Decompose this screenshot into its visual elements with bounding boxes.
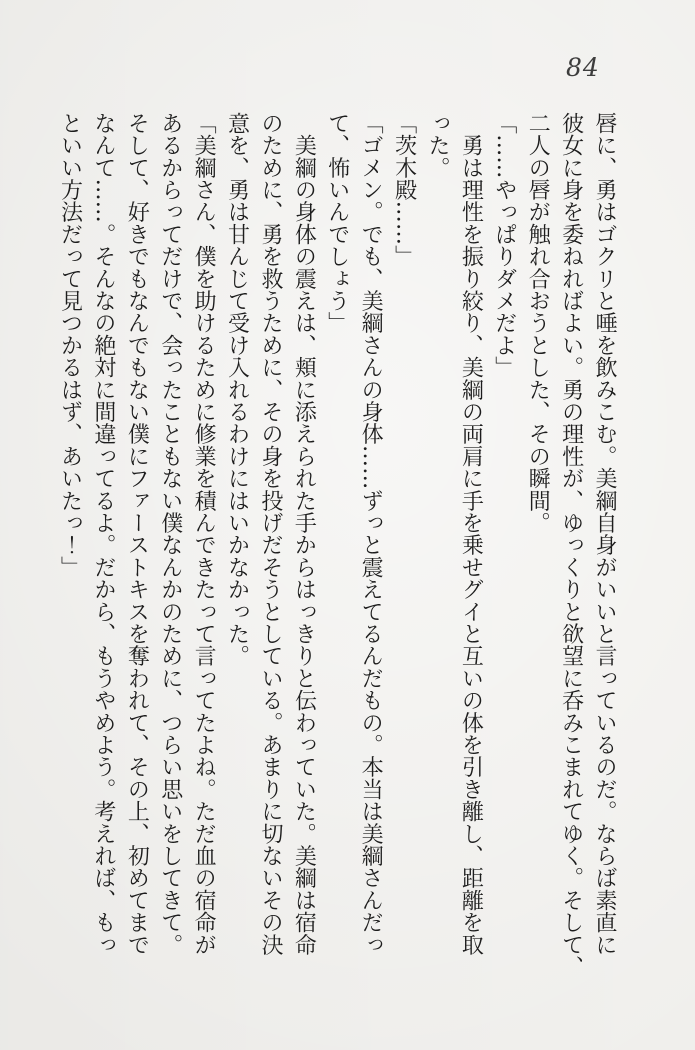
text-line: 彼女に身を委ねればよい。勇の理性が、ゆっくりと欲望に呑みこまれてゆく。そして、 [558,112,584,978]
text-line: った。 [424,112,450,179]
text-line: 勇は理性を振り絞り、美綱の両肩に手を乗せグイと互いの体を引き離し、距離を取 [458,112,484,956]
text-line: なんて……。そんなの絶対に間違ってるよ。だから、もうやめよう。考えれば、もっ [90,112,116,956]
text-line: 「ゴメン。でも、美綱さんの身体……ずっと震えてるんだもの。本当は美綱さんだっ [358,112,384,956]
text-line: 二人の唇が触れ合おうとした、その瞬間。 [525,112,551,534]
text-line: 「……やっぱりダメだよ」 [491,112,517,379]
text-line: のために、勇を救うために、その身を投げだそうとしている。あまりに切ないその決 [257,112,283,956]
text-line: 唇に、勇はゴクリと唾を飲みこむ。美綱自身がいいと言っているのだ。ならば素直に [592,112,617,956]
text-line: あるからってだけで、会ったこともない僕なんかのために、つらい思いをしてきて。 [157,112,183,956]
text-line: て、怖いんでしょう」 [324,112,350,334]
text-line: といい方法だって見つかるはず、あいたっ！」 [57,112,83,579]
vertical-text-block [53,112,621,978]
text-line: 美綱の身体の震えは、頬に添えられた手からはっきりと伝わっていた。美綱は宿命 [291,112,317,956]
text-line: 意を、勇は甘んじて受け入れるわけにはいかなかった。 [224,112,250,667]
text-line: 「茨木殿……」 [391,112,417,268]
page-number: 84 [566,53,600,82]
text-line: そして、好きでもなんでもない僕にファーストキスを奪われて、その上、初めてまで [124,112,150,956]
text-line: 「美綱さん、僕を助けるために修業を積んできたって言ってたよね。ただ血の宿命が [191,112,217,956]
